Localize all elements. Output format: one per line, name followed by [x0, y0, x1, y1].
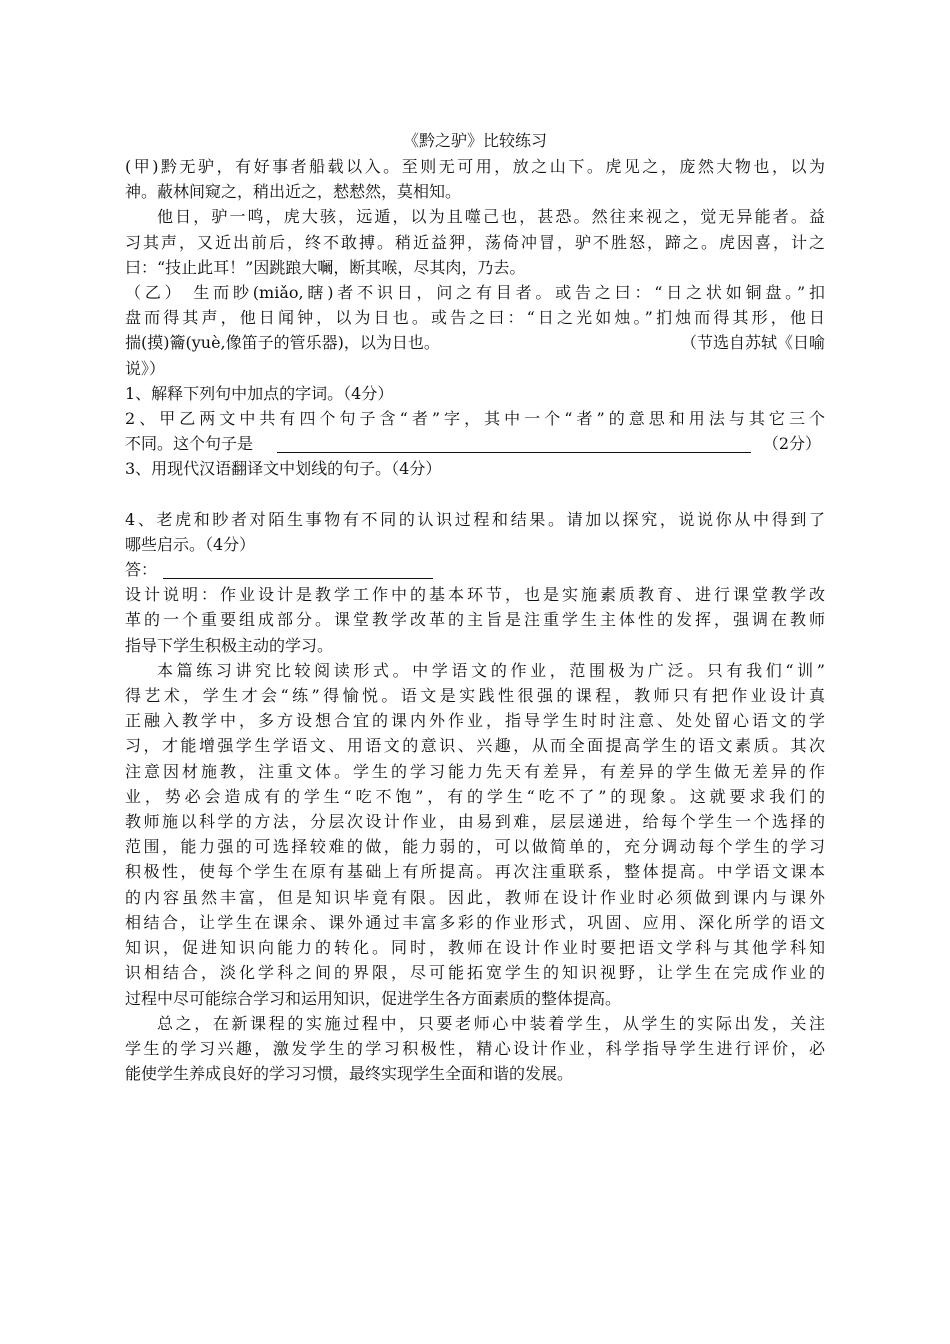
- design-note-line: 业，势必会造成有的学生“吃不饱”，有的学生“吃不了”的现象。这就要求我们的: [125, 786, 825, 806]
- passage-b-line: 盘而得其声，他日闻钟，以为日也。或告之曰：“日之光如烛。”扪烛而得其形，他日: [125, 308, 825, 328]
- passage-b-text: 揣(摸)籥(yuè,像笛子的管乐器)，以为日也。: [125, 333, 440, 353]
- question-2-line: [125, 431, 825, 456]
- design-note-line: 教师施以科学的方法，分层次设计作业，由易到难，层层递进，给每个学生一个选择的: [125, 812, 825, 832]
- passage-b-line: 说》）: [125, 358, 166, 378]
- passage-a-line: 他日，驴一鸣，虎大骇，远遁，以为且噬己也，甚恐。然往来视之，觉无异能者。益: [157, 207, 825, 227]
- design-note-line: 本篇练习讲究比较阅读形式。中学语文的作业，范围极为广泛。只有我们“训”: [157, 660, 825, 680]
- question-4-line: 哪些启示。（4分）: [125, 534, 256, 554]
- answer-row: [125, 557, 825, 582]
- question-2-text: 不同。这个句子是: [125, 434, 254, 454]
- design-note-line: 设计说明：作业设计是教学工作中的基本环节，也是实施素质教育、进行课堂教学改: [125, 585, 825, 605]
- page-title: 《黔之驴》比较练习: [402, 131, 547, 150]
- answer-line[interactable]: [163, 560, 433, 579]
- question-3-stem: 3、用现代汉语翻译文中划线的句子。（4分）: [125, 459, 442, 479]
- design-note-line: 指导下学生积极主动的学习。: [125, 635, 334, 655]
- worksheet-page: [125, 128, 825, 1086]
- design-note-line: 相结合，让学生在课余、课外通过丰富多彩的作业形式，巩固、应用、深化所学的语文: [125, 912, 825, 932]
- passage-a-line: 神。蔽林间窥之，稍出近之，慭慭然，莫相知。: [125, 182, 462, 202]
- passage-b-line: （乙） 生而眇(miǎo,瞎)者不识日，问之有目者。或告之曰：“日之状如铜盘。”扣: [125, 283, 825, 303]
- design-note-line: 习，才能增强学生学语文、用语文的意识、兴趣，从而全面提高学生的语文素质。其次: [125, 736, 825, 756]
- design-note-line: 知识，促进知识向能力的转化。同时，教师在设计作业时要把语文学科与其他学科知: [125, 938, 825, 958]
- question-4-line: 4、老虎和眇者对陌生事物有不同的认识过程和结果。请加以探究，说说你从中得到了: [125, 509, 825, 529]
- passage-a-line: (甲)黔无驴，有好事者船载以入。至则无可用，放之山下。虎见之，庞然大物也，以为: [125, 157, 825, 176]
- design-note-line: 正融入教学中，多方设想合宜的课内外作业，指导学生时时注意、处处留心语文的学: [125, 711, 825, 731]
- design-note-line: 总之，在新课程的实施过程中，只要老师心中装着学生，从学生的实际出发，关注: [157, 1013, 825, 1033]
- answer-label: 答：: [125, 560, 158, 580]
- passage-source: （节选自苏轼《日喻: [680, 333, 825, 353]
- design-note-line: 范围，能力强的可选择较难的做，能力弱的，可以做简单的，充分调动每个学生的学习: [125, 837, 825, 857]
- design-note-line: 能使学生养成良好的学习习惯，最终实现学生全面和谐的发展。: [125, 1064, 574, 1084]
- score-label: （2分）: [762, 434, 821, 454]
- passage-a-line: 曰：“技止此耳！”因跳踉大㘎，断其喉，尽其肉，乃去。: [125, 257, 526, 277]
- design-note-line: 注意因材施教，注重文体。学生的学习能力先天有差异，有差异的学生做无差异的作: [125, 761, 825, 781]
- design-note-line: 学生的学习兴趣，激发学生的学习积极性，精心设计作业，科学指导学生进行评价，必: [125, 1038, 825, 1058]
- question-1-stem: 1、解释下列句中加点的字词。（4分）: [125, 383, 394, 403]
- design-note-line: 得艺术，学生才会“练”得愉悦。语文是实践性很强的课程，教师只有把作业设计真: [125, 686, 825, 706]
- design-note-line: 积极性，使每个学生在原有基础上有所提高。再次注重联系，整体提高。中学语文课本: [125, 862, 825, 882]
- passage-a-line: 习其声，又近出前后，终不敢搏。稍近益狎，荡倚冲冒，驴不胜怒，蹄之。虎因喜，计之: [125, 232, 825, 252]
- design-note-line: 的内容虽然丰富，但是知识毕竟有限。因此，教师在设计作业时必须做到课内与课外: [125, 887, 825, 907]
- design-note-line: 革的一个重要组成部分。课堂教学改革的主旨是注重学生主体性的发挥，强调在教师: [125, 610, 825, 630]
- design-note-line: 过程中尽可能综合学习和运用知识，促进学生各方面素质的整体提高。: [125, 988, 622, 1008]
- passage-b-line: [125, 330, 825, 355]
- answer-line[interactable]: [277, 434, 751, 453]
- design-note-line: 识相结合，淡化学科之间的界限，尽可能拓宽学生的知识视野，让学生在完成作业的: [125, 963, 825, 983]
- question-2-line: 2、甲乙两文中共有四个句子含“者”字，其中一个“者”的意思和用法与其它三个: [125, 409, 825, 429]
